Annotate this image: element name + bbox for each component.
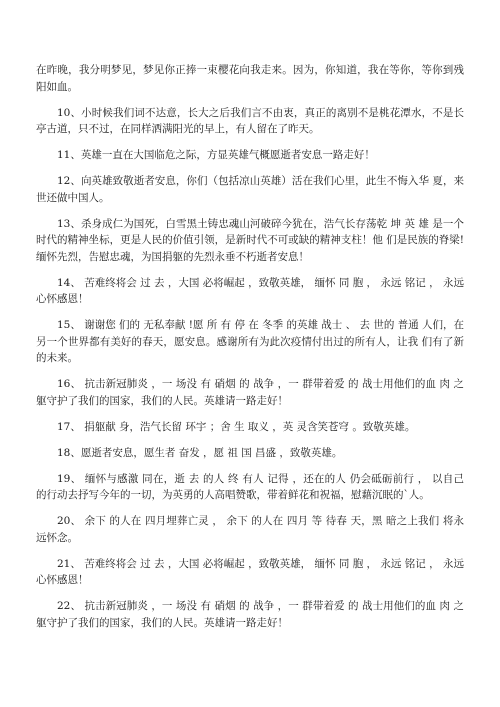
paragraph-19: 19、 缅怀与感激 同在，逝 去 的人 终 有人 记得 ，还在的人 仍会砥砺前行 ， 以自己 的行动去抒写今年的一切，为英勇的人高唱赞歌，带着鲜花和祝福，慰藉沉眠的`人。 <box>36 472 464 501</box>
paragraph-12: 12、向英雄致敬逝者安息，你们（包括凉山英雄）活在我们心里，此生不悔入华 夏，来世还做中国人。 <box>36 175 464 204</box>
paragraph-11: 11、英雄一直在大国临危之际，方显英雄气概愿逝者安息一路走好！ <box>57 149 375 161</box>
paragraph-21: 21、 苦难终将会 过 去 ，大国 必将崛起 ，致敬英雄， 缅怀 同 胞 ， 永远 铭记 ， 永远 心怀感恩！ <box>36 557 464 586</box>
paragraph-17: 17、 捐躯献 身，浩气长留 环宇 ；舍 生 取义 ，英 灵含笑苍穹 。致敬英雄。 <box>57 420 416 433</box>
paragraph-0: 在昨晚，我分明梦见，梦见你正捧一束樱花向我走来。因为，你知道，我在等你，等你到残阳如血。 <box>36 64 464 93</box>
paragraph-15: 15、 谢谢您 们的 无私奉献 !愿 所 有 停 在 冬季 的英雄 战士 、 去 世的 普通 人们，在 另一个世界都有美好的春天，愿安息。感谢所有为此次疫情付出过的所有人，让我 们有了新的未来。 <box>36 319 464 364</box>
paragraph-18: 18、愿逝者安息，愿生者 奋发 ，愿 祖 国 昌盛 ，致敬英雄。 <box>57 446 343 459</box>
paragraph-16: 16、 抗击新冠肺炎 ，一 场没 有 硝烟 的 战争 ，一 群带着爱 的 战士用他们的血 肉 之 躯守护了我们的国家，我们的人民。英雄请一路走好！ <box>36 378 464 407</box>
paragraph-22: 22、 抗击新冠肺炎 ，一 场没 有 硝烟 的 战争 ，一 群带着爱 的 战士用他们的血 肉 之 躯守护了我们的国家，我们的人民。英雄请一路走好！ <box>36 600 464 629</box>
paragraph-20: 20、 余下 的人在 四月埋葬亡灵 ， 余下 的人在 四月 等 待春 天，黑 暗之上我们 将永 远怀念。 <box>36 515 464 544</box>
paragraph-10: 10、小时候我们词不达意，长大之后我们言不由衷，真正的离别不是桃花潭水，不是长亭古道，只不过，在同样洒满阳光的早上，有人留在了昨天。 <box>36 106 464 135</box>
paragraph-13: 13、杀身成仁为国死，白雪黑土铸忠魂山河破碎今犹在，浩气长存荡乾 坤 英 雄 是一个时代的精神坐标，更是人民的价值引领，是新时代不可或缺的精神支柱！他 们是民族的脊梁!缅怀先烈，告慰忠魂，为国捐躯的先烈永垂不朽逝者安息！ <box>36 217 464 263</box>
paragraph-14: 14、 苦难终将会 过 去 ，大国 必将崛起 ，致敬英雄， 缅怀 同 胞 ， 永远 铭记 ， 永远 心怀感恩！ <box>36 276 464 305</box>
